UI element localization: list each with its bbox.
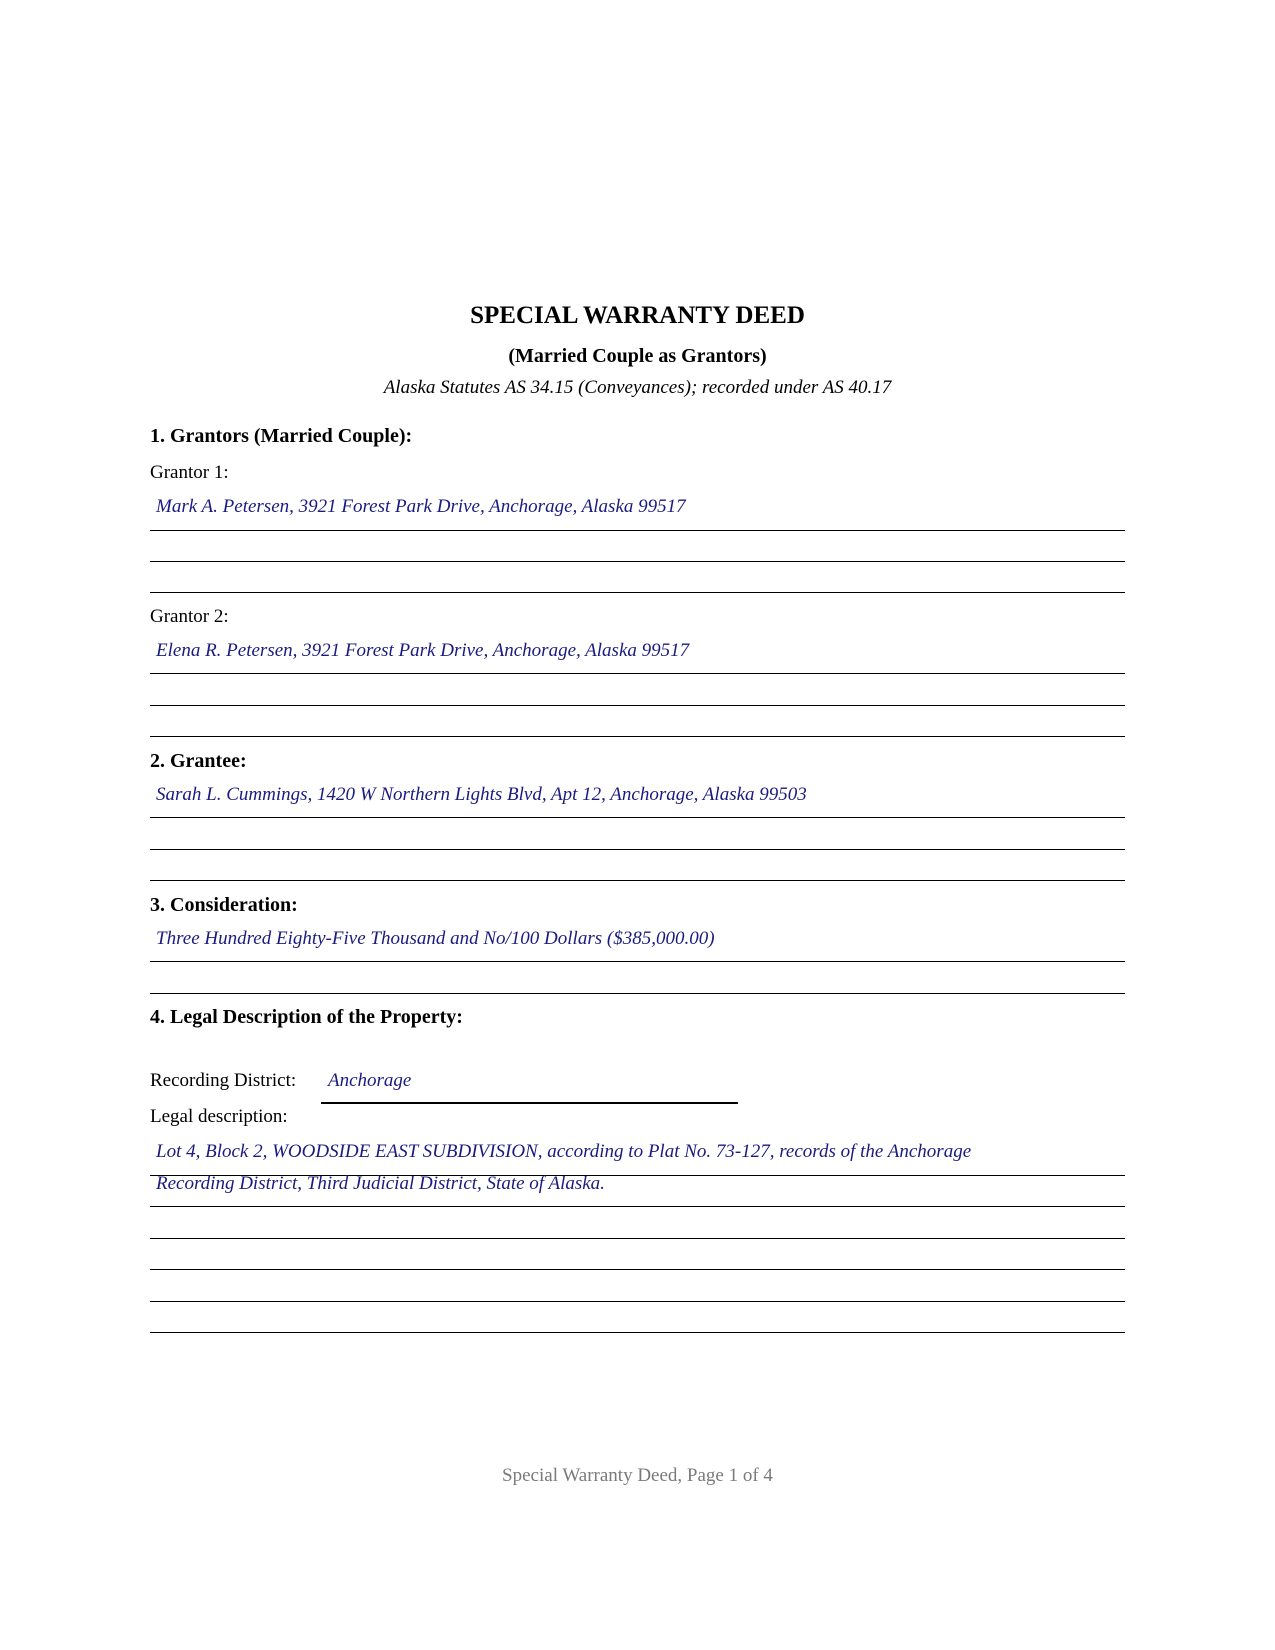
grantor1-line-1 — [150, 530, 1125, 531]
consideration-field[interactable]: Three Hundred Eighty-Five Thousand and No/100 Dollars ($385,000.00) — [156, 928, 715, 949]
grantee-line-1 — [150, 817, 1125, 818]
recording-district-line — [321, 1102, 738, 1104]
grantee-line-2 — [150, 849, 1125, 850]
grantor1-label: Grantor 1: — [150, 462, 229, 483]
grantor1-field[interactable]: Mark A. Petersen, 3921 Forest Park Drive, Anchorage, Alaska 99517 — [156, 496, 686, 517]
recording-district-label: Recording District: — [150, 1070, 297, 1091]
statute-reference: Alaska Statutes AS 34.15 (Conveyances); recorded under AS 40.17 — [383, 377, 892, 398]
grantor2-label: Grantor 2: — [150, 606, 229, 627]
legal-line-3 — [150, 1238, 1125, 1239]
grantor2-line-1 — [150, 673, 1125, 674]
consideration-line-1 — [150, 961, 1125, 962]
consideration-heading: 3. Consideration: — [150, 894, 298, 916]
legal-line-2 — [150, 1206, 1125, 1207]
document-title: SPECIAL WARRANTY DEED — [470, 302, 805, 329]
legal-description-label: Legal description: — [150, 1106, 288, 1127]
grantor1-line-2 — [150, 561, 1125, 562]
grantor2-line-3 — [150, 736, 1125, 737]
grantor2-line-2 — [150, 705, 1125, 706]
consideration-line-2 — [150, 993, 1125, 994]
grantee-line-3 — [150, 880, 1125, 881]
legal-description-heading: 4. Legal Description of the Property: — [150, 1006, 463, 1028]
legal-description-line-text-1[interactable]: Lot 4, Block 2, WOODSIDE EAST SUBDIVISION, according to Plat No. 73-127, records of the Anchorage — [156, 1141, 972, 1162]
grantee-field[interactable]: Sarah L. Cummings, 1420 W Northern Lights Blvd, Apt 12, Anchorage, Alaska 99503 — [156, 784, 807, 805]
recording-district-field[interactable]: Anchorage — [328, 1070, 412, 1091]
grantee-heading: 2. Grantee: — [150, 750, 247, 772]
page-footer: Special Warranty Deed, Page 1 of 4 — [502, 1465, 773, 1486]
grantor1-line-3 — [150, 592, 1125, 593]
legal-line-4 — [150, 1269, 1125, 1270]
document-subtitle: (Married Couple as Grantors) — [508, 345, 767, 367]
legal-line-5 — [150, 1301, 1125, 1302]
grantor2-field[interactable]: Elena R. Petersen, 3921 Forest Park Drive, Anchorage, Alaska 99517 — [156, 640, 690, 661]
legal-description-line-text-2[interactable]: Recording District, Third Judicial District, State of Alaska. — [156, 1173, 605, 1194]
legal-line-6 — [150, 1332, 1125, 1333]
grantors-heading: 1. Grantors (Married Couple): — [150, 425, 413, 447]
